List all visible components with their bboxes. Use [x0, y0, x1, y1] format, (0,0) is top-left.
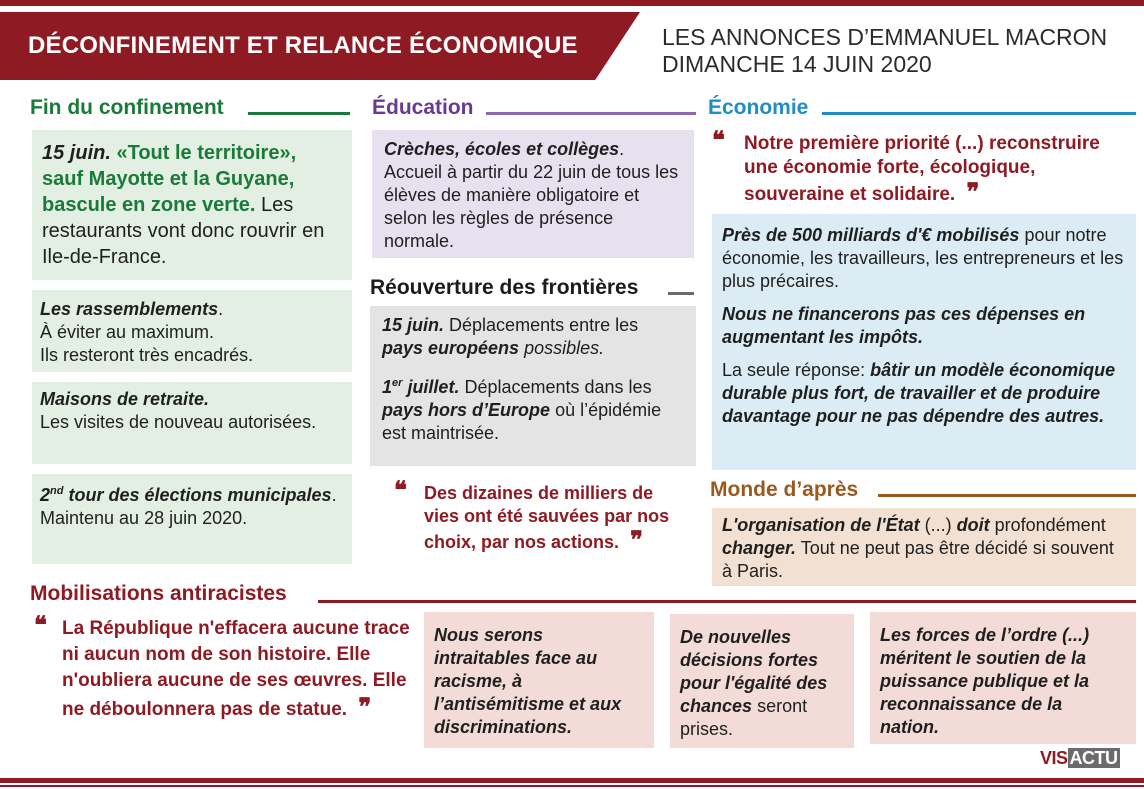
monde-bold1: L'organisation de l'État	[722, 515, 920, 535]
box-economie	[712, 214, 1136, 470]
section-line-economie	[822, 112, 1136, 115]
bottom-rule-thin	[0, 785, 1144, 787]
top-rule	[0, 0, 1144, 6]
section-line-education	[486, 112, 696, 115]
economie-quote-text: Notre première priorité (...) reconstruire une économie forte, écologique, souveraine et solidaire.	[744, 133, 1100, 205]
close-quote-icon: ❞	[630, 525, 643, 554]
logo-actu: ACTU	[1069, 748, 1118, 768]
p1-italic: possibles.	[524, 338, 605, 358]
b2-text1: À éviter au maximum.	[40, 322, 215, 342]
education-box-text: Accueil à partir du 22 juin de tous les élèves de manière obligatoire et selon les règles de présence normale.	[384, 162, 679, 251]
section-title-fin-confinement: Fin du confinement	[30, 96, 224, 119]
close-quote-icon: ❞	[358, 692, 372, 721]
b4-title: tour des élections municipales	[68, 485, 332, 505]
economie-p1-text: pour notre économie, les travailleurs, les entrepreneurs et les plus précaires.	[722, 225, 1124, 291]
subtitle-line-2: DIMANCHE 14 JUIN 2020	[662, 51, 932, 77]
monde-text2: profondément	[994, 515, 1106, 535]
open-quote-icon: ❝	[34, 610, 47, 639]
section-line-antiracistes	[318, 600, 1136, 603]
bottom-rule	[0, 778, 1144, 783]
subtitle-line-1: LES ANNONCES D’EMMANUEL MACRON	[662, 24, 1108, 50]
monde-bold3: changer.	[722, 538, 797, 558]
economie-p3-text: La seule réponse:	[722, 360, 866, 380]
economie-p1-bold: Près de 500 milliards d'€ mobilisés	[722, 225, 1020, 245]
b2-text2: Ils resteront très encadrés.	[40, 345, 254, 365]
box-egalite-chances	[670, 614, 854, 748]
section-line-frontieres	[668, 292, 694, 295]
economie-p2: Nous ne financerons pas ces dépenses en augmentant les impôts.	[722, 304, 1086, 347]
quote-republique	[34, 610, 416, 723]
monde-text3: Tout ne peut pas être décidé si souvent à Paris.	[722, 538, 1114, 581]
close-quote-icon: ❞	[966, 177, 980, 206]
section-title-monde-apres: Monde d’après	[710, 478, 859, 501]
box-frontieres	[370, 306, 696, 466]
open-quote-icon: ❝	[712, 125, 725, 154]
p1-date: 15 juin.	[382, 315, 445, 335]
section-title-economie: Économie	[708, 96, 809, 119]
section-title-antiracistes: Mobilisations antiracistes	[30, 582, 287, 605]
box-elections: 2nd tour des élections municipales. Maintenu au 28 juin 2020.	[32, 474, 352, 564]
b3-title: Maisons de retraite.	[40, 389, 210, 409]
visactu-logo	[1040, 748, 1120, 769]
b2-title: Les rassemblements	[40, 299, 219, 319]
box-forces-ordre: Les forces de l’ordre (...) méritent le soutien de la puissance publique et la reconnaissance de la nation.	[870, 612, 1136, 744]
p2-ord: 1	[382, 377, 393, 397]
box-rassemblements: Les rassemblements. À éviter au maximum. Ils resteront très encadrés.	[32, 290, 352, 372]
box-intraitables: Nous serons intraitables face au racisme, à l’antisémitisme et aux discriminations.	[424, 612, 654, 748]
b4-ord: 2	[40, 485, 51, 505]
frontieres-p1	[382, 314, 684, 360]
p1-bold: pays européens	[382, 338, 520, 358]
open-quote-icon: ❝	[394, 475, 407, 504]
header-subtitle	[662, 24, 1107, 78]
b4-sup: nd	[50, 485, 64, 497]
b4-text: Maintenu au 28 juin 2020.	[40, 508, 248, 528]
p2-bold: pays hors d’Europe	[382, 400, 551, 420]
b3-text: Les visites de nouveau autorisées.	[40, 412, 317, 432]
logo-vis: VIS	[1040, 748, 1068, 768]
section-line-monde	[878, 494, 1136, 497]
box-education: Crèches, écoles et collèges. Accueil à partir du 22 juin de tous les élèves de manière obligatoire et selon les règles de présence normale.	[372, 130, 694, 258]
monde-text1: (...)	[924, 515, 952, 535]
p2-text1: Déplacements dans les	[464, 377, 652, 397]
economie-p3	[722, 359, 1126, 428]
p2-sup: er	[392, 377, 403, 389]
education-box-title: Crèches, écoles et collèges	[384, 139, 620, 159]
b1-green-text: «Tout le territoire», sauf Mayotte et la Guyane, bascule en zone verte.	[42, 142, 297, 216]
frontieres-p2	[382, 372, 684, 445]
section-title-frontieres: Réouverture des frontières	[370, 276, 639, 299]
page-title: DÉCONFINEMENT ET RELANCE ÉCONOMIQUE	[28, 32, 578, 59]
box2-bold: De nouvelles décisions fortes pour l'égalité des chances	[680, 627, 828, 716]
antiracistes-quote-text: La République n'effacera aucune trace ni aucun nom de son histoire. Elle n'oubliera aucune de ses œuvres. Elle ne déboulonnera pas de statue.	[62, 618, 410, 720]
p1-text1: Déplacements entre les	[449, 315, 639, 335]
economie-p1	[722, 224, 1126, 293]
monde-bold2: doit	[956, 515, 990, 535]
b1-text: Les restaurants vont donc rouvrir en Ile-de-France.	[42, 194, 325, 268]
quote-economie	[712, 125, 1132, 207]
box-maisons-retraite	[32, 382, 352, 464]
economie-p3-bold: bâtir un modèle économique durable plus fort, de travailler et de produire davantage pour ne pas dépendre des autres.	[722, 360, 1116, 426]
box-15-juin	[32, 130, 352, 280]
quote-center-text: Des dizaines de milliers de vies ont été sauvées par nos choix, par nos actions.	[424, 483, 670, 552]
section-line-fin	[248, 112, 350, 115]
p2-text2: où l’épidémie est maintrisée.	[382, 400, 662, 443]
box-monde-apres	[712, 508, 1136, 586]
quote-vies-sauvees	[394, 475, 684, 554]
section-title-education: Éducation	[372, 96, 474, 119]
box2-text: seront prises.	[680, 696, 808, 739]
b1-date: 15 juin.	[42, 142, 111, 164]
p2-date: juillet.	[407, 377, 460, 397]
